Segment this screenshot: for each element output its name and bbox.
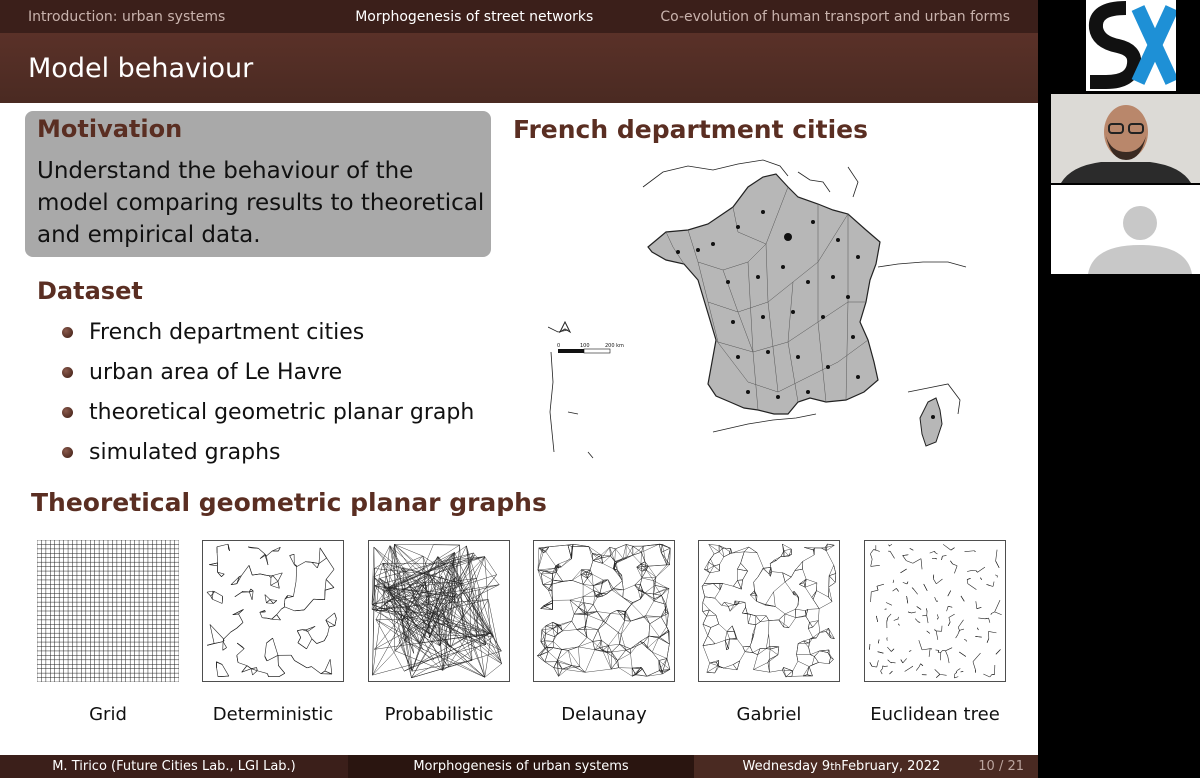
bullet-icon	[62, 447, 73, 458]
nav-section-coevolution[interactable]: Co-evolution of human transport and urban forms	[660, 8, 1011, 25]
list-item: simulated graphs	[62, 432, 474, 472]
participant-video-tile[interactable]	[1051, 185, 1200, 274]
scale-label: 0	[557, 343, 561, 349]
list-item: French department cities	[62, 312, 474, 352]
nav-section-intro[interactable]: Introduction: urban systems	[28, 8, 226, 25]
list-item: urban area of Le Havre	[62, 352, 474, 392]
bullet-icon	[62, 367, 73, 378]
graph-label: Delaunay	[561, 704, 647, 725]
footer-date: Wednesday 9 th February, 2022 10 / 21	[694, 755, 1038, 778]
dataset-list	[62, 312, 474, 472]
list-item: theoretical geometric planar graph	[62, 392, 474, 432]
euclidean-tree-graph	[864, 540, 1006, 682]
motivation-block	[25, 111, 491, 257]
grid-graph	[37, 540, 179, 682]
graphs-title: Theoretical geometric planar graphs	[31, 488, 547, 517]
slide-title-bar	[0, 33, 1038, 103]
graph-label: Euclidean tree	[870, 704, 1000, 725]
graph-label: Gabriel	[736, 704, 802, 725]
motivation-text: Understand the behaviour of the model comparing results to theoretical and empirical data.	[37, 158, 485, 248]
scale-bar	[558, 349, 610, 353]
speaker-video-tile[interactable]	[1051, 94, 1200, 183]
france-map	[548, 152, 973, 462]
scale-label: 200 km	[605, 343, 624, 349]
gabriel-graph	[698, 540, 840, 682]
france-mainland-shape	[648, 174, 880, 414]
logo-icon[interactable]	[1086, 0, 1176, 91]
footer-author: M. Tirico (Future Cities Lab., LGI Lab.)	[0, 755, 348, 778]
person-silhouette-icon	[1051, 185, 1200, 274]
motivation-title: Motivation	[37, 115, 183, 143]
footer-talk-title: Morphogenesis of urban systems	[348, 755, 694, 778]
graph-label: Deterministic	[212, 704, 334, 725]
scale-label: 100	[580, 343, 590, 349]
section-nav-bar	[0, 0, 1038, 33]
graph-label: Probabilistic	[384, 704, 494, 725]
page-number: 10 / 21	[978, 759, 1024, 774]
speaker-video-frame	[1051, 94, 1200, 183]
dataset-title: Dataset	[37, 277, 143, 305]
slide-title: Model behaviour	[28, 53, 254, 84]
graph-label: Grid	[89, 704, 127, 725]
deterministic-graph	[202, 540, 344, 682]
bullet-icon	[62, 327, 73, 338]
corsica-shape	[920, 398, 942, 446]
slide-footer	[0, 755, 1038, 778]
map-title: French department cities	[513, 115, 868, 144]
nav-section-current[interactable]: Morphogenesis of street networks	[355, 8, 594, 25]
delaunay-graph	[533, 540, 675, 682]
probabilistic-graph	[368, 540, 510, 682]
bullet-icon	[62, 407, 73, 418]
